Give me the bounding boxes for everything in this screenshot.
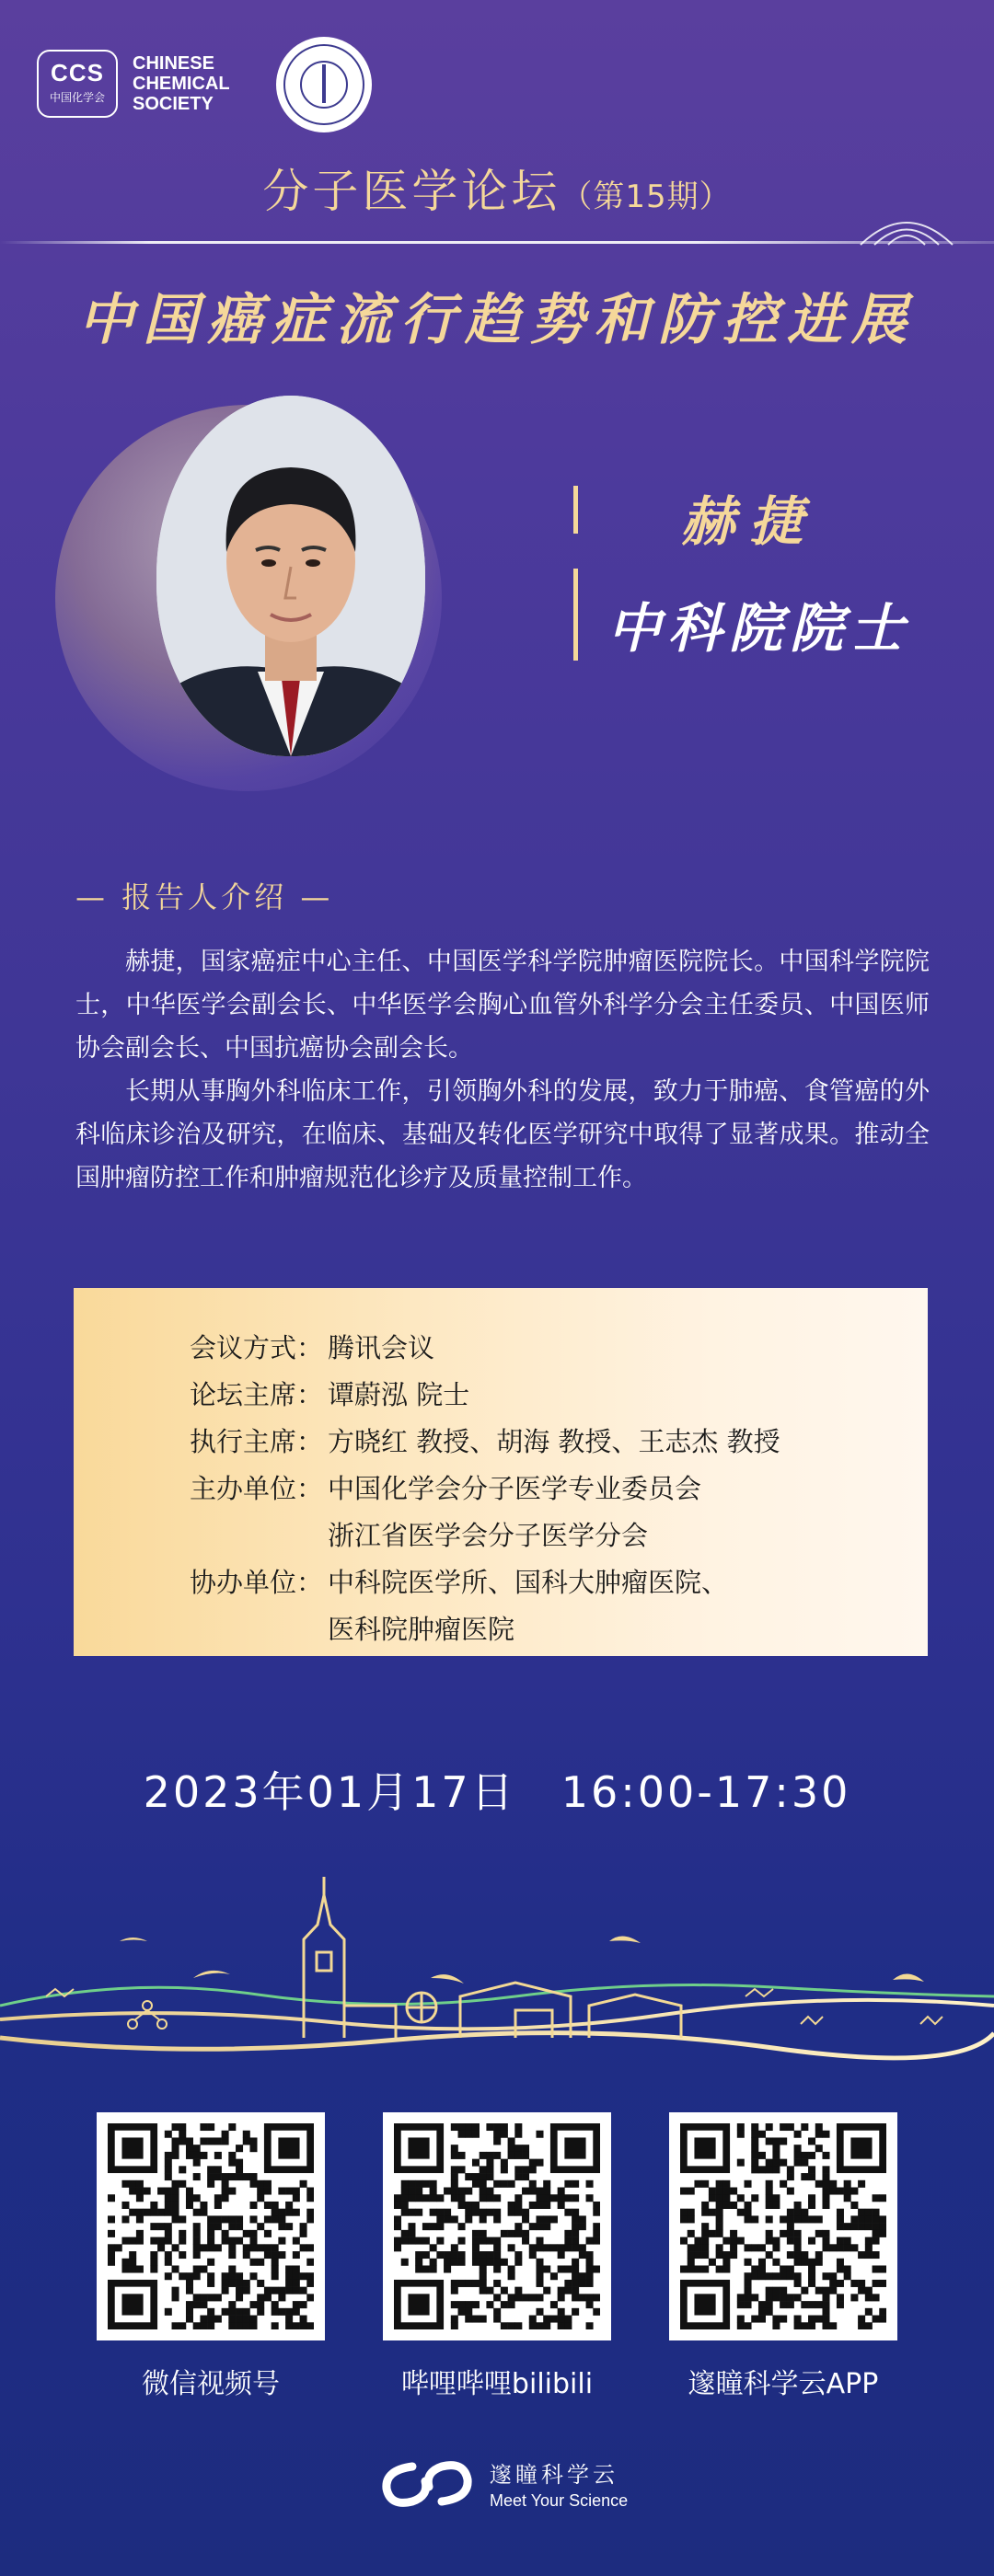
speaker-title: 中科院院士 (607, 597, 912, 660)
forum-issue: （第15期） (561, 178, 732, 215)
campus-skyline-illustration (0, 1868, 994, 2070)
society-name-line: CHEMICAL (133, 74, 230, 94)
speaker-title-bar (573, 569, 578, 661)
footer-brand-name: 邃瞳科学云 (490, 2462, 618, 2488)
info-row-chair (190, 1374, 469, 1412)
intro-heading: — 报告人介绍 — (75, 880, 334, 914)
info-label: 执行主席： (190, 1426, 324, 1457)
qr-code-app[interactable] (669, 2112, 897, 2340)
suitong-science-cloud-logo-icon (376, 2452, 486, 2516)
info-label (190, 1609, 328, 1647)
medical-association-seal-icon (276, 37, 372, 132)
speaker-portrait (156, 396, 425, 756)
forum-name: 分子医学论坛 (262, 165, 561, 218)
qr-label-app: 邃瞳科学云APP (688, 2368, 879, 2400)
bio-paragraph: 赫捷，国家癌症中心主任、中国医学科学院肿瘤医院院长。中国科学院院士，中华医学会副会长、中华医学会胸心血管外科学分会主任委员、中国医师协会副会长、中国抗癌协会副会长。 (75, 948, 930, 1063)
society-name-line: CHINESE (133, 53, 214, 74)
qr-label-bilibili: 哔哩哔哩bilibili (400, 2368, 594, 2400)
info-label: 论坛主席： (190, 1379, 324, 1410)
info-row-organizer-cont (190, 1515, 648, 1553)
info-value: 腾讯会议 (328, 1332, 435, 1363)
ccs-logo-cn: 中国化学会 (49, 91, 105, 104)
info-value: 中科院医学所、国科大肿瘤医院、 (328, 1567, 729, 1598)
qr-code-image (108, 2123, 314, 2329)
qr-code-wechat[interactable] (97, 2112, 325, 2340)
ccs-logo-text: CCS (51, 59, 104, 86)
info-value: 方晓红 教授、胡海 教授、王志杰 教授 (328, 1426, 780, 1457)
dome-building-icon (856, 210, 957, 247)
event-datetime: 2023年01月17日 16:00-17:30 (143, 1767, 851, 1817)
info-value: 谭蔚泓 院士 (328, 1379, 470, 1410)
info-value: 医科院肿瘤医院 (328, 1614, 515, 1645)
info-label: 协办单位： (190, 1567, 324, 1598)
speaker-bio (75, 940, 930, 1200)
speaker-name: 赫捷 (681, 490, 818, 553)
lecture-topic: 中国癌症流行趋势和防控进展 (78, 288, 916, 352)
forum-title (0, 155, 994, 221)
info-label (190, 1515, 328, 1553)
society-name-line: SOCIETY (133, 94, 214, 114)
info-value: 浙江省医学会分子医学分会 (328, 1520, 649, 1551)
qr-code-image (394, 2123, 600, 2329)
info-row-format (190, 1328, 434, 1365)
qr-code-bilibili[interactable] (383, 2112, 611, 2340)
speaker-name-bar (573, 486, 578, 534)
info-row-co-organizer (190, 1562, 728, 1600)
info-row-executive-chairs (190, 1421, 780, 1459)
info-label: 主办单位： (190, 1473, 324, 1504)
info-label: 会议方式： (190, 1332, 324, 1363)
society-name (133, 53, 230, 114)
qr-code-image (680, 2123, 886, 2329)
title-divider (0, 241, 994, 244)
info-value: 中国化学会分子医学专业委员会 (328, 1473, 702, 1504)
info-row-co-organizer-cont (190, 1609, 514, 1647)
footer-tagline: Meet Your Science (490, 2491, 629, 2510)
qr-label-wechat: 微信视频号 (142, 2368, 280, 2400)
bio-paragraph: 长期从事胸外科临床工作，引领胸外科的发展，致力于肺癌、食管癌的外科临床诊治及研究，在临床、基础及转化医学研究中取得了显著成果。推动全国肿瘤防控工作和肿瘤规范化诊疗及质量控制工作。 (75, 1077, 930, 1192)
info-row-organizer (190, 1468, 701, 1506)
ccs-logo (37, 50, 118, 118)
